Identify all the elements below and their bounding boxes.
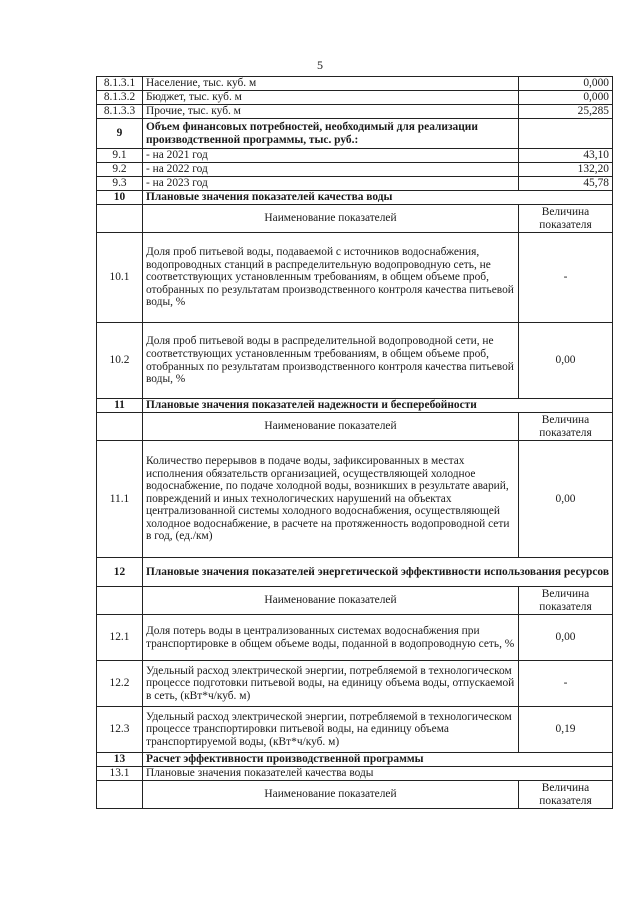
row-text: - на 2023 год: [143, 177, 519, 191]
row-value: 0,00: [519, 441, 613, 558]
section-row: [97, 119, 613, 149]
row-value: 0,000: [519, 77, 613, 91]
section-title: Плановые значения показателей качества воды: [143, 191, 613, 205]
empty-cell: [97, 205, 143, 233]
row-text: Население, тыс. куб. м: [143, 77, 519, 91]
column-header-value: Величина показателя: [519, 587, 613, 615]
row-value: 0,000: [519, 91, 613, 105]
column-header-name: Наименование показателей: [143, 413, 519, 441]
row-value: 45,78: [519, 177, 613, 191]
table-row: [97, 661, 613, 707]
row-number: 10.1: [97, 233, 143, 323]
table-row: [97, 615, 613, 661]
table-row: [97, 707, 613, 753]
row-value: -: [519, 661, 613, 707]
empty-cell: [97, 587, 143, 615]
section-title: Расчет эффективности производственной программы: [143, 753, 613, 767]
section-title: Плановые значения показателей энергетической эффективности использования ресурсов: [143, 558, 613, 587]
section-number: 13: [97, 753, 143, 767]
header-row: [97, 413, 613, 441]
section-row: [97, 558, 613, 587]
column-header-name: Наименование показателей: [143, 587, 519, 615]
row-value: 132,20: [519, 163, 613, 177]
empty-cell: [519, 119, 613, 149]
header-row: [97, 781, 613, 809]
section-title: Объем финансовых потребностей, необходимый для реализации производственной программы, тыс. руб.:: [143, 119, 519, 149]
row-text: Доля проб питьевой воды, подаваемой с источников водоснабжения, водопроводных станций в распределительную водопроводную сеть, не соответствующих установленным требованиям, в общем объеме проб, отобранных по результатам производственного контроля качества питьевой воды, %: [143, 233, 519, 323]
row-value: 25,285: [519, 105, 613, 119]
section-row: [97, 191, 613, 205]
row-text: - на 2022 год: [143, 163, 519, 177]
row-number: 8.1.3.3: [97, 105, 143, 119]
section-row: [97, 753, 613, 767]
row-value: 0,19: [519, 707, 613, 753]
table-row: [97, 105, 613, 119]
row-text: Доля потерь воды в централизованных системах водоснабжения при транспортировке в общем объеме воды, поданной в водопроводную сеть, %: [143, 615, 519, 661]
row-number: 9.3: [97, 177, 143, 191]
row-number: 13.1: [97, 767, 143, 781]
row-text: Плановые значения показателей качества воды: [143, 767, 613, 781]
row-number: 10.2: [97, 323, 143, 399]
row-text: Количество перерывов в подаче воды, зафиксированных в местах исполнения обязательств организацией, осуществляющей холодное водоснабжение, по подаче холодной воды, возникших в результате аварий, повреждений и иных технологических нарушений на объектах централизованной системы холодного водоснабжения, осуществляющей холодное водоснабжение, в расчете на протяженность водопроводной сети в год, (ед./км): [143, 441, 519, 558]
row-text: Удельный расход электрической энергии, потребляемой в технологическом процессе подготовки питьевой воды, на единицу объема воды, отпускаемой в сеть, (кВт*ч/куб. м): [143, 661, 519, 707]
row-number: 11.1: [97, 441, 143, 558]
table-row: [97, 163, 613, 177]
row-number: 12.1: [97, 615, 143, 661]
column-header-value: Величина показателя: [519, 205, 613, 233]
table-row: [97, 441, 613, 558]
table-row: [97, 177, 613, 191]
row-number: 12.3: [97, 707, 143, 753]
section-row: [97, 399, 613, 413]
row-value: -: [519, 233, 613, 323]
row-text: Прочие, тыс. куб. м: [143, 105, 519, 119]
column-header-value: Величина показателя: [519, 781, 613, 809]
header-row: [97, 587, 613, 615]
row-value: 0,00: [519, 323, 613, 399]
table-row: [97, 233, 613, 323]
row-text: Доля проб питьевой воды в распределительной водопроводной сети, не соответствующих установленным требованиям, в общем объеме проб, отобранных по результатам производственного контроля качества питьевой воды, %: [143, 323, 519, 399]
header-row: [97, 205, 613, 233]
row-text: - на 2021 год: [143, 149, 519, 163]
section-number: 9: [97, 119, 143, 149]
row-number: 8.1.3.2: [97, 91, 143, 105]
section-title: Плановые значения показателей надежности и бесперебойности: [143, 399, 613, 413]
table-row: [97, 323, 613, 399]
page-number: 5: [317, 58, 323, 72]
column-header-name: Наименование показателей: [143, 205, 519, 233]
column-header-name: Наименование показателей: [143, 781, 519, 809]
empty-cell: [97, 781, 143, 809]
table-row: [97, 77, 613, 91]
empty-cell: [97, 413, 143, 441]
row-text: Бюджет, тыс. куб. м: [143, 91, 519, 105]
row-number: 9.1: [97, 149, 143, 163]
table-row: [97, 767, 613, 781]
section-number: 10: [97, 191, 143, 205]
row-value: 0,00: [519, 615, 613, 661]
section-number: 12: [97, 558, 143, 587]
row-text: Удельный расход электрической энергии, потребляемой в технологическом процессе транспортировки питьевой воды, на единицу объема транспортируемой воды, (кВт*ч/куб. м): [143, 707, 519, 753]
row-number: 12.2: [97, 661, 143, 707]
table-row: [97, 91, 613, 105]
row-number: 9.2: [97, 163, 143, 177]
row-value: 43,10: [519, 149, 613, 163]
column-header-value: Величина показателя: [519, 413, 613, 441]
table-row: [97, 149, 613, 163]
section-number: 11: [97, 399, 143, 413]
row-number: 8.1.3.1: [97, 77, 143, 91]
program-table: [96, 76, 613, 809]
